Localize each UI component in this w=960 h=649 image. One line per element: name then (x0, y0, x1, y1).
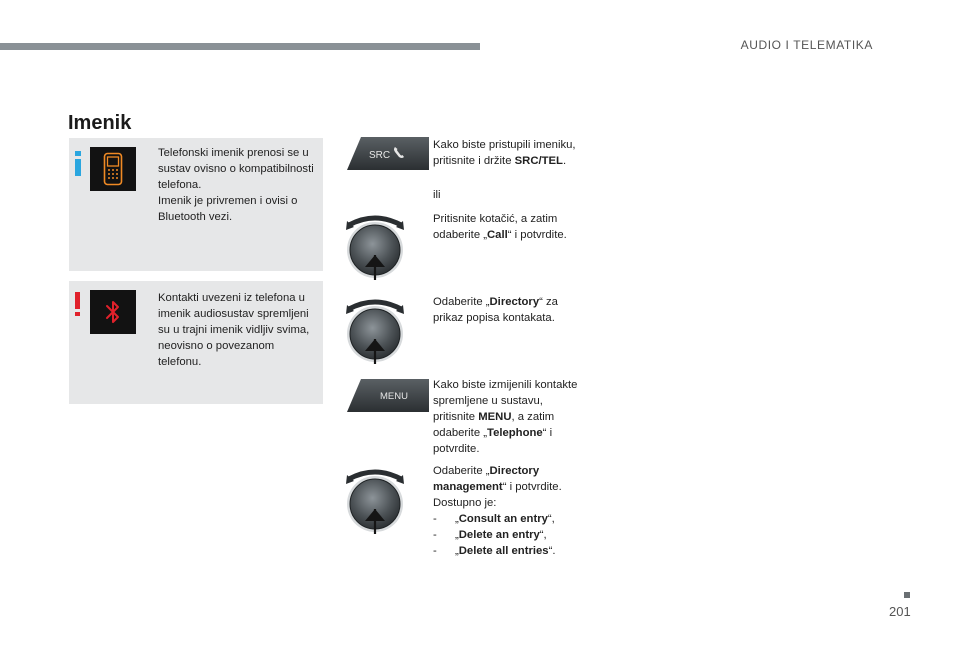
step-line: odaberite „Telephone“ i (433, 427, 553, 439)
step-line: Odaberite „Directory“ za (433, 296, 558, 308)
step-directory-management (433, 463, 613, 559)
warning-note-line: telefonu. (158, 356, 202, 368)
warning-note-line: imenik audiosustav spremljeni (158, 308, 309, 320)
info-mark-icon (75, 151, 81, 176)
step-line: Kako biste pristupili imeniku, (433, 139, 576, 151)
src-button-label: SRC (369, 150, 391, 161)
page-end-marker (904, 592, 910, 598)
list-item: - „Consult an entry“, (433, 513, 555, 525)
info-note-box (69, 138, 323, 271)
step-line: potvrdite. (433, 443, 480, 455)
list-item: - „Delete an entry“, (433, 529, 547, 541)
rotary-knob-icon (343, 465, 407, 535)
page-heading: Imenik (68, 112, 132, 134)
info-note-line: Imenik je privremen i ovisi o (158, 195, 298, 207)
step-line: management“ i potvrdite. (433, 481, 562, 493)
step-select-call (433, 211, 613, 243)
step-line: pritisnite i držite SRC/TEL. (433, 155, 567, 167)
warning-note-text (158, 290, 323, 370)
step-line: Dostupno je: (433, 497, 497, 509)
warning-note-line: neovisno o povezanom (158, 340, 275, 352)
bluetooth-icon (90, 290, 136, 334)
info-note-line: telefona. (158, 179, 202, 191)
step-line: Pritisnite kotačić, a zatim (433, 213, 558, 225)
step-line: prikaz popisa kontakata. (433, 312, 555, 324)
step-edit-contacts (433, 377, 613, 457)
rotary-knob-icon (343, 211, 407, 281)
step-line: spremljene u sustavu, (433, 395, 543, 407)
warning-note-box (69, 281, 323, 404)
src-tel-button-icon (347, 137, 429, 170)
info-note-line: Bluetooth vezi. (158, 211, 233, 223)
menu-button-label: MENU (380, 391, 408, 402)
list-item: - „Delete all entries“. (433, 545, 556, 557)
or-text: ili (433, 189, 441, 201)
step-select-directory (433, 294, 613, 326)
info-note-text (158, 145, 323, 225)
step-line: odaberite „Call“ i potvrdite. (433, 229, 567, 241)
step-line: Kako biste izmijenili kontakte (433, 379, 578, 391)
menu-button-icon (347, 379, 429, 412)
step-line: Odaberite „Directory (433, 465, 540, 477)
info-note-line: sustav ovisno o kompatibilnosti (158, 163, 314, 175)
rotary-knob-icon (343, 295, 407, 365)
warning-note-line: Kontakti uvezeni iz telefona u (158, 292, 305, 304)
mobile-phone-icon (90, 147, 136, 191)
header-rule (0, 43, 480, 50)
warning-note-line: su u trajni imenik vidljiv svima, (158, 324, 310, 336)
page-number: 201 (889, 604, 911, 619)
step-access-directory (433, 137, 613, 169)
step-line: pritisnite MENU, a zatim (433, 411, 555, 423)
info-note-line: Telefonski imenik prenosi se u (158, 147, 309, 159)
warning-mark-icon (75, 292, 83, 316)
section-title: AUDIO I TELEMATIKA (740, 38, 873, 52)
